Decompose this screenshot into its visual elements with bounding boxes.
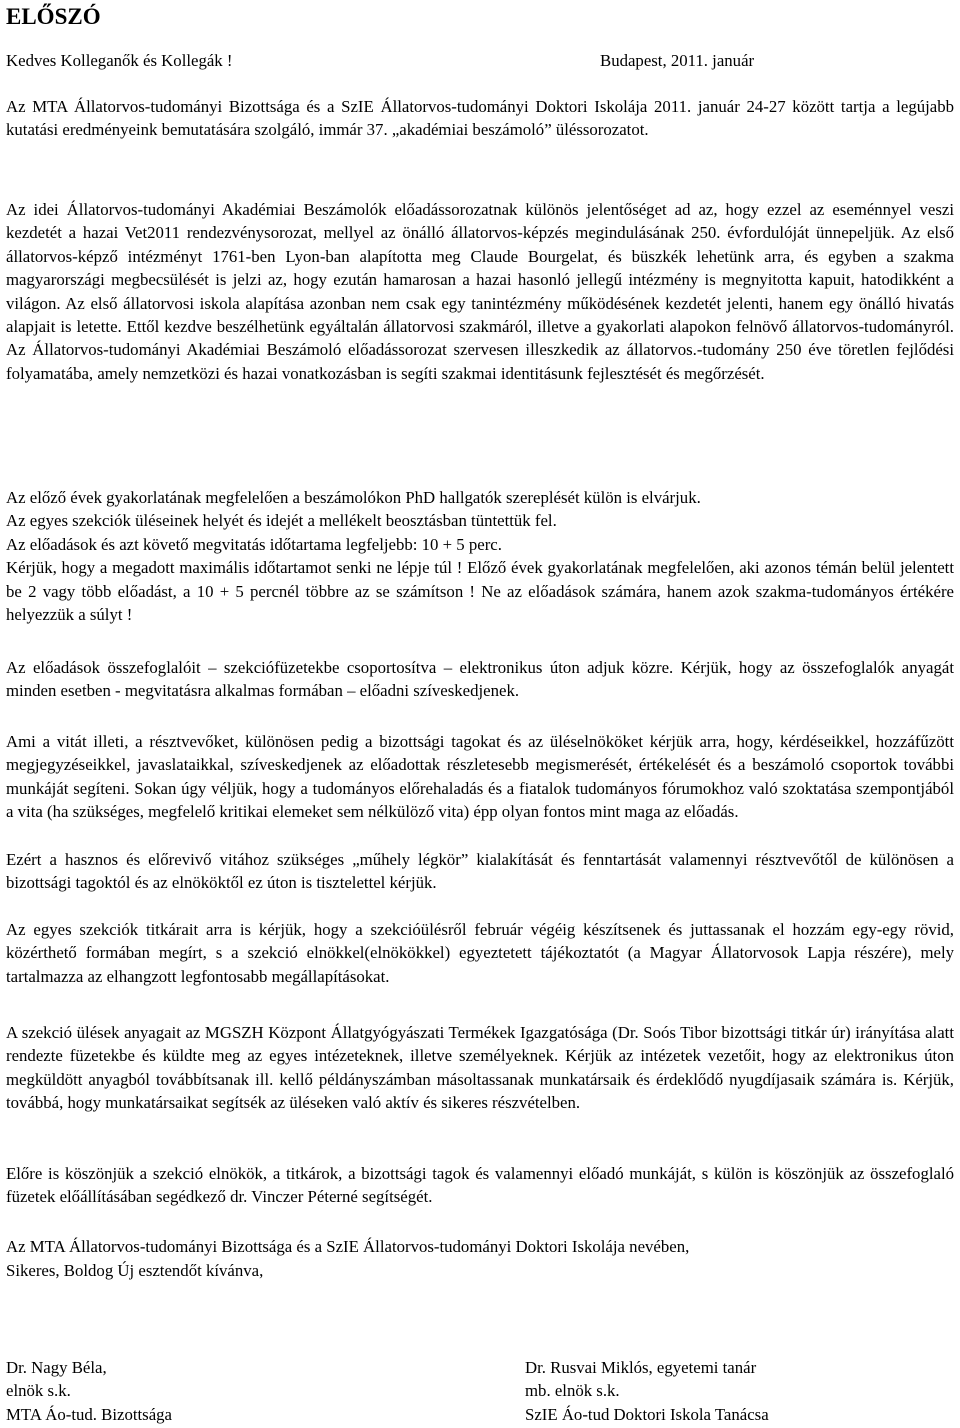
signer-role: mb. elnök s.k. <box>525 1381 620 1401</box>
paragraph-abstracts: Az előadások összefoglalóit – szekciófüzetekbe csoportosítva – elektronikus úton adjuk közre. Kérjük, hogy az összefoglalók anyagát minden esetben - megvitatásra alkalmas formában – előadni szíveskedjenek. <box>6 658 954 701</box>
rule-text: Kérjük, hogy a megadott maximális időtartamot senki ne lépje túl ! Előző évek gyakorlatának megfelelően, aki azonos témán belül jelentett be 2 vagy több előadást, a 10 + 5 percnél többre az se számítson ! Ne az előadások számára, hanem azok szakma-tudományos értékére helyezzük a súlyt ! <box>6 558 954 625</box>
paragraph-thanks: Előre is köszönjük a szekció elnökök, a titkárok, a bizottsági tagok és valamennyi előadó munkáját, s külön is köszönjük az összefoglaló füzetek előállításában segédkező dr. Vinczer Péterné segítségét. <box>6 1164 954 1207</box>
paragraph-rules <box>6 486 954 626</box>
rule-line: Az előadások és azt követő megvitatás időtartama legfeljebb: 10 + 5 perc. <box>6 534 502 554</box>
paragraph-discussion: Ami a vitát illeti, a résztvevőket, különösen pedig a bizottsági tagokat és az üléselnököket kérjük arra, hogy, kérdéseikkel, hozzáfűzött megjegyzéseikkel, javaslataikkal, szíveskedjenek az előadottak részletesebb megismerését, értékelését és a beszámoló csoportok további munkáját segíteni. Sokan úgy véljük, hogy a tudományos előrehaladás és a fiatalok tudományos fórumokhoz való szoktatása szempontjából a vita (ha szükséges, megfelelő kritikai elemeket sem nélkülöző vita) épp olyan fontos mint maga az előadás. <box>6 732 954 822</box>
rule-line: Az előző évek gyakorlatának megfelelően a beszámolókon PhD hallgatók szereplését külön is elvárjuk. <box>6 488 701 507</box>
closing-line: Az MTA Állatorvos-tudományi Bizottsága és a SzIE Állatorvos-tudományi Doktori Iskolája nevében, <box>6 1237 690 1256</box>
signature-right <box>525 1356 769 1426</box>
rule-line: Az egyes szekciók üléseinek helyét és idejét a mellékelt beosztásban tüntettük fel. <box>6 511 557 531</box>
paragraph-secretaries: Az egyes szekciók titkárait arra is kérjük, hogy a szekcióülésről február végéig készítsenek és juttassanak el hozzám egy-egy rövid, közérthető formában megírt, s a szekció elnökkel(elnökökkel) egyeztetett tájékoztatót (a Magyar Állatorvosok Lapja részére), mely tartalmazza az elhangzott legfontosabb megállapításokat. <box>6 920 954 986</box>
paragraph-anniversary: Az idei Állatorvos-tudományi Akadémiai Beszámolók előadássorozatnak különös jelentőséget ad az, hogy ezzel az eseménnyel veszi kezdetét a hazai Vet2011 rendezvénysorozat, mellyel az önálló állatorvos-képzés megindulásának 250. évfordulóját ünnepeljük. Az első állatorvos-képző intézményt 1761-ben Lyon-ban alapította meg Claude Bourgelat, és büszkék lehetünk arra, és egyben a szakma magyarországi megbecsülését is jelzi az, hogy ezután hamarosan a hazai hasonló jellegű intézmény is megnyitotta kapuit, hatodikként a világon. Az első állatorvosi iskola alapítása azonban nem csak egy tanintézmény működésének kezdetét jelenti, hanem egy önálló hivatás alapjait is letette. Ettől kezdve beszélhetünk egyáltalán állatorvosi szakmáról, illetve a gyakorlati alapokon felnövő állatorvos-tudományról. Az Állatorvos-tudományi Akadémiai Beszámoló előadássorozat szervesen illeszkedik az állatorvos.-tudomány 250 éve töretlen fejlődési folyamatába, amely nemzetközi és hazai vonatkozásban is segíti szakmai identitásunk fejlesztését és megőrzését. <box>6 200 954 383</box>
salutation: Kedves Kolleganők és Kollegák ! <box>6 51 233 70</box>
signer-organization: MTA Áo-tud. Bizottsága <box>6 1404 172 1424</box>
signer-name: Dr. Rusvai Miklós, egyetemi tanár <box>525 1358 757 1377</box>
closing-wish: Sikeres, Boldog Új esztendőt kívánva, <box>6 1261 264 1280</box>
paragraph-materials: A szekció ülések anyagait az MGSZH Központ Állatgyógyászati Termékek Igazgatósága (Dr. Soós Tibor bizottsági titkár úr) irányítása alatt rendezte füzetekbe és küldte meg az egyes intézeteknek, illetve személyeknek. Kérjük az intézetek vezetőit, hogy az elektronikus úton megküldött anyagból továbbítsanak ill. kellő példányszámban másoltassanak munkatársaik és érdeklődő nyugdíjasaik számára is. Kérjük, továbbá, hogy munkatársaikat segítsék az üléseken való aktív és sikeres részvételben. <box>6 1023 954 1113</box>
signer-name: Dr. Nagy Béla, <box>6 1358 107 1377</box>
paragraph-atmosphere: Ezért a hasznos és előrevivő vitához szükséges „műhely légkör” kialakítását és fenntartását valamennyi résztvevőtől de különösen a bizottsági tagoktól és az elnököktől ez úton is tisztelettel kérjük. <box>6 850 954 893</box>
signer-organization: SzIE Áo-tud Doktori Iskola Tanácsa <box>525 1404 769 1424</box>
signature-left <box>6 1356 172 1426</box>
place-date: Budapest, 2011. január <box>600 51 755 70</box>
paragraph-intro: Az MTA Állatorvos-tudományi Bizottsága és a SzIE Állatorvos-tudományi Doktori Iskolája 2011. január 24-27 között tartja a legújabb kutatási eredményeink bemutatására szolgáló, immár 37. „akadémiai beszámoló” üléssorozatot. <box>6 97 954 140</box>
signer-role: elnök s.k. <box>6 1381 71 1401</box>
page-title: ELŐSZÓ <box>6 4 101 29</box>
